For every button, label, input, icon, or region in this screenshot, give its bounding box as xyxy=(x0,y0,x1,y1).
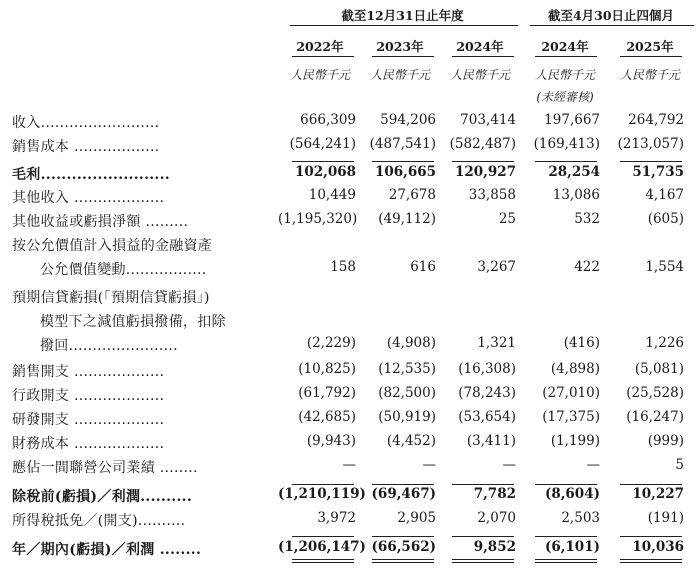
row-value: 102,068 xyxy=(294,164,356,180)
rule-pre-tax-5 xyxy=(620,484,682,485)
year-header-1: 2022年 xyxy=(296,39,344,54)
row-value: 51,735 xyxy=(632,164,684,180)
rule-final-b-4 xyxy=(535,562,597,563)
rule-total-3 xyxy=(452,536,514,537)
row-value: (1,210,119) xyxy=(278,486,366,502)
rule-pre-tax-3 xyxy=(452,484,514,485)
row-label: 銷售成本 .................. xyxy=(12,139,160,155)
row-value: (191) xyxy=(647,510,684,526)
row-value: (487,541) xyxy=(369,136,436,152)
year-underline-2 xyxy=(372,56,434,57)
row-value: 703,414 xyxy=(460,112,516,128)
group-header-annual: 截至12月31日止年度 xyxy=(341,8,464,23)
row-label: 年／期內(虧損)／利潤 ........ xyxy=(12,542,202,558)
row-value: (16,247) xyxy=(626,409,684,425)
row-value: 120,927 xyxy=(454,164,516,180)
year-header-4: 2024年 xyxy=(541,39,589,54)
row-value: (16,308) xyxy=(458,361,516,377)
row-label: 財務成本 ................... xyxy=(12,436,165,452)
row-label: 銷售開支 ................... xyxy=(12,364,165,380)
rule-total-2 xyxy=(372,536,434,537)
rule-total-5 xyxy=(620,536,682,537)
row-value: (4,898) xyxy=(550,361,600,377)
rule-pre-tax-2 xyxy=(372,484,434,485)
year-underline-3 xyxy=(452,56,514,57)
row-label: 撥回....................... xyxy=(40,338,178,354)
row-label: 收入......................... xyxy=(12,115,160,131)
unit-label-3: 人民幣千元 xyxy=(449,68,510,82)
rule-sub-2 xyxy=(372,161,434,162)
row-value: — xyxy=(502,457,516,473)
rule-final-a-3 xyxy=(452,559,514,560)
group-header-interim: 截至4月30日止四個月 xyxy=(547,8,675,23)
row-value: 1,321 xyxy=(477,335,516,351)
row-value: (999) xyxy=(647,433,684,449)
unit-label-1: 人民幣千元 xyxy=(289,68,350,82)
row-value: 25 xyxy=(498,211,516,227)
row-value: 594,206 xyxy=(380,112,436,128)
row-value: (169,413) xyxy=(533,136,600,152)
row-value: (5,081) xyxy=(634,361,684,377)
row-label: 公允價值變動................. xyxy=(40,262,207,278)
row-value: 532 xyxy=(574,211,600,227)
unaudited-note: (未經審核) xyxy=(536,90,594,104)
rule-pre-tax-4 xyxy=(535,484,597,485)
row-label: 毛利......................... xyxy=(12,167,170,183)
year-header-3: 2024年 xyxy=(456,39,504,54)
row-label: 所得稅抵免／(開支).......... xyxy=(12,513,186,529)
row-value: (3,411) xyxy=(466,433,516,449)
row-value: 616 xyxy=(410,259,436,275)
row-value: 2,070 xyxy=(477,510,516,526)
year-header-5: 2025年 xyxy=(626,39,674,54)
row-value: (9,943) xyxy=(306,433,356,449)
rule-final-b-3 xyxy=(452,562,514,563)
rule-sub-4 xyxy=(535,161,597,162)
row-value: 9,852 xyxy=(473,539,516,555)
row-value: (10,825) xyxy=(298,361,356,377)
row-value: (50,919) xyxy=(378,409,436,425)
row-value: (605) xyxy=(647,211,684,227)
row-value: 3,267 xyxy=(477,259,516,275)
rule-sub-1 xyxy=(292,161,354,162)
row-value: 10,227 xyxy=(632,486,684,502)
rule-final-a-2 xyxy=(372,559,434,560)
rule-total-1 xyxy=(292,536,354,537)
row-value: 2,503 xyxy=(561,510,600,526)
row-value: 33,858 xyxy=(468,187,516,203)
row-value: (582,487) xyxy=(449,136,516,152)
row-label: 行政開支 ................... xyxy=(12,388,165,404)
rule-final-b-5 xyxy=(620,562,682,563)
row-value: (25,528) xyxy=(626,385,684,401)
rule-final-a-4 xyxy=(535,559,597,560)
row-value: 197,667 xyxy=(544,112,600,128)
row-value: (8,604) xyxy=(544,486,600,502)
row-value: (1,199) xyxy=(550,433,600,449)
row-value: 422 xyxy=(574,259,600,275)
row-value: 1,226 xyxy=(645,335,684,351)
row-value: (1,195,320) xyxy=(278,211,358,227)
rule-final-a-1 xyxy=(292,559,354,560)
row-value: (42,685) xyxy=(298,409,356,425)
row-value: (27,010) xyxy=(542,385,600,401)
row-label: 按公允價值計入損益的金融資產 xyxy=(12,238,213,254)
unit-label-2: 人民幣千元 xyxy=(369,68,430,82)
row-value: 158 xyxy=(330,259,356,275)
row-value: (12,535) xyxy=(378,361,436,377)
row-value: (213,057) xyxy=(617,136,684,152)
row-label: 其他收入 ................... xyxy=(12,190,165,206)
row-value: — xyxy=(342,457,356,473)
row-value: 10,449 xyxy=(308,187,356,203)
row-value: 10,036 xyxy=(632,539,684,555)
row-value: 666,309 xyxy=(300,112,356,128)
unit-label-4: 人民幣千元 xyxy=(534,68,595,82)
row-value: (416) xyxy=(563,335,600,351)
row-label: 模型下之減值虧損撥備，扣除 xyxy=(40,314,226,330)
row-label: 研發開支 ................... xyxy=(12,412,165,428)
row-value: (564,241) xyxy=(289,136,356,152)
row-value: (2,229) xyxy=(306,335,356,351)
row-label: 除稅前(虧損)／利潤.......... xyxy=(12,489,192,505)
rule-final-b-1 xyxy=(292,562,354,563)
group-underline-interim xyxy=(530,25,694,26)
year-underline-4 xyxy=(535,56,597,57)
group-underline-annual xyxy=(290,25,518,26)
row-value: 106,665 xyxy=(374,164,436,180)
row-value: (78,243) xyxy=(458,385,516,401)
row-value: (61,792) xyxy=(298,385,356,401)
row-label: 應佔一間聯營公司業績 ........ xyxy=(12,460,198,476)
unit-label-5: 人民幣千元 xyxy=(619,68,680,82)
row-value: (1,206,147) xyxy=(278,539,366,555)
row-value: (69,467) xyxy=(371,486,436,502)
rule-sub-5 xyxy=(620,161,682,162)
row-value: 13,086 xyxy=(552,187,600,203)
row-value: 28,254 xyxy=(548,164,600,180)
row-value: 3,972 xyxy=(317,510,356,526)
row-value: 2,905 xyxy=(397,510,436,526)
rule-pre-tax-1 xyxy=(292,484,354,485)
rule-total-4 xyxy=(535,536,597,537)
row-value: 1,554 xyxy=(645,259,684,275)
row-value: — xyxy=(422,457,436,473)
row-value: (49,112) xyxy=(378,211,436,227)
rule-sub-3 xyxy=(452,161,514,162)
row-value: (66,562) xyxy=(371,539,436,555)
row-value: 27,678 xyxy=(388,187,436,203)
year-header-2: 2023年 xyxy=(376,39,424,54)
row-label: 其他收益或虧損淨額 ......... xyxy=(12,214,189,230)
row-value: (53,654) xyxy=(458,409,516,425)
row-value: (6,101) xyxy=(544,539,600,555)
row-value: (4,908) xyxy=(386,335,436,351)
row-value: 264,792 xyxy=(628,112,684,128)
rule-final-a-5 xyxy=(620,559,682,560)
row-value: — xyxy=(586,457,600,473)
row-value: (82,500) xyxy=(378,385,436,401)
year-underline-1 xyxy=(292,56,354,57)
year-underline-5 xyxy=(620,56,682,57)
row-value: (4,452) xyxy=(386,433,436,449)
row-label: 預期信貸虧損(「預期信貸虧損」) xyxy=(12,290,210,306)
rule-final-b-2 xyxy=(372,562,434,563)
row-value: (17,375) xyxy=(542,409,600,425)
row-value: 4,167 xyxy=(645,187,684,203)
row-value: 5 xyxy=(675,457,684,473)
row-value: 7,782 xyxy=(473,486,516,502)
